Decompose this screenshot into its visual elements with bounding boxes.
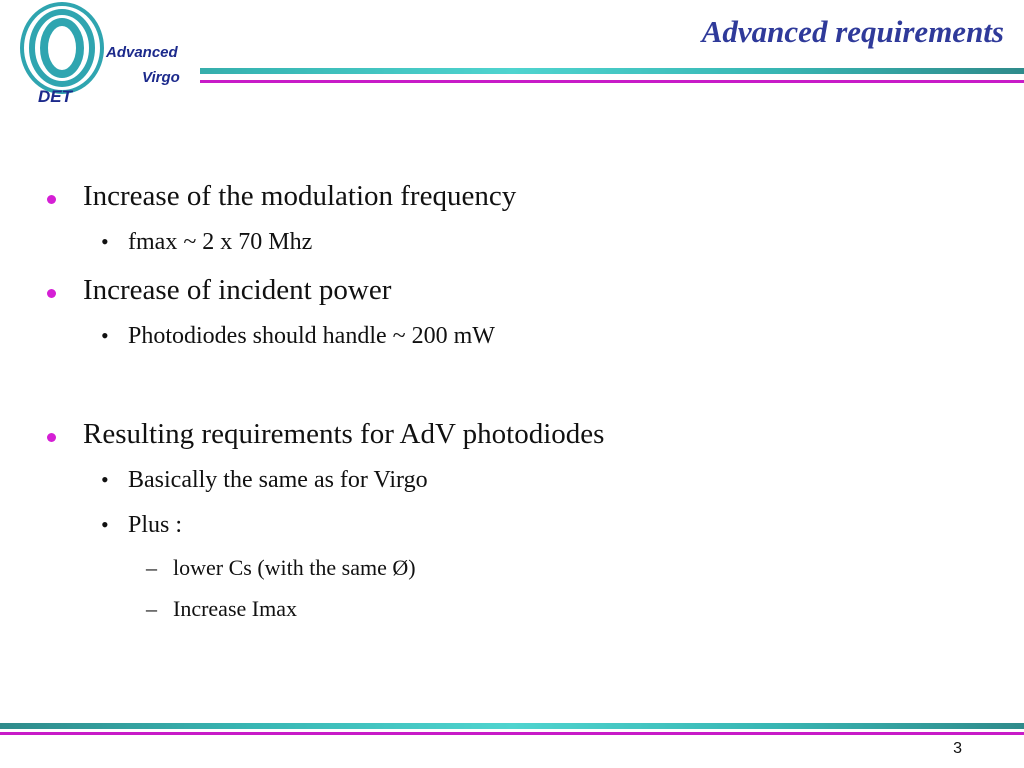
footer-rule-teal [0,723,1024,729]
logo-line1: Advanced [106,44,178,61]
sub-bullet-marker: • [101,467,109,492]
sub-bullet-text: Plus : [128,512,183,538]
bullet-text: Resulting requirements for AdV photodiodes [83,418,605,450]
sub-bullet-text: fmax ~ 2 x 70 Mhz [128,229,313,255]
bullet-dot [47,289,56,298]
page-number: 3 [953,740,962,757]
sub-bullet-marker: • [101,512,109,537]
sub-sub-bullet-text: lower Cs (with the same Ø) [173,555,416,580]
dash-marker: – [146,596,157,621]
footer-rule-magenta [0,732,1024,735]
sub-bullet-text: Basically the same as for Virgo [128,467,428,493]
sub-bullet-marker: • [101,323,109,348]
bullet-text: Increase of incident power [83,274,392,306]
bullet-dot [47,433,56,442]
logo-line2: Virgo [142,69,180,86]
sub-sub-bullet-text: Increase Imax [173,596,297,621]
bullet-dot [47,195,56,204]
logo-tag: DET [38,87,72,106]
sub-bullet-marker: • [101,229,109,254]
advanced-virgo-logo [0,0,200,110]
sub-bullet-text: Photodiodes should handle ~ 200 mW [128,323,495,349]
slide-title: Advanced requirements [701,14,1004,49]
bullet-text: Increase of the modulation frequency [83,180,517,212]
dash-marker: – [146,555,157,580]
